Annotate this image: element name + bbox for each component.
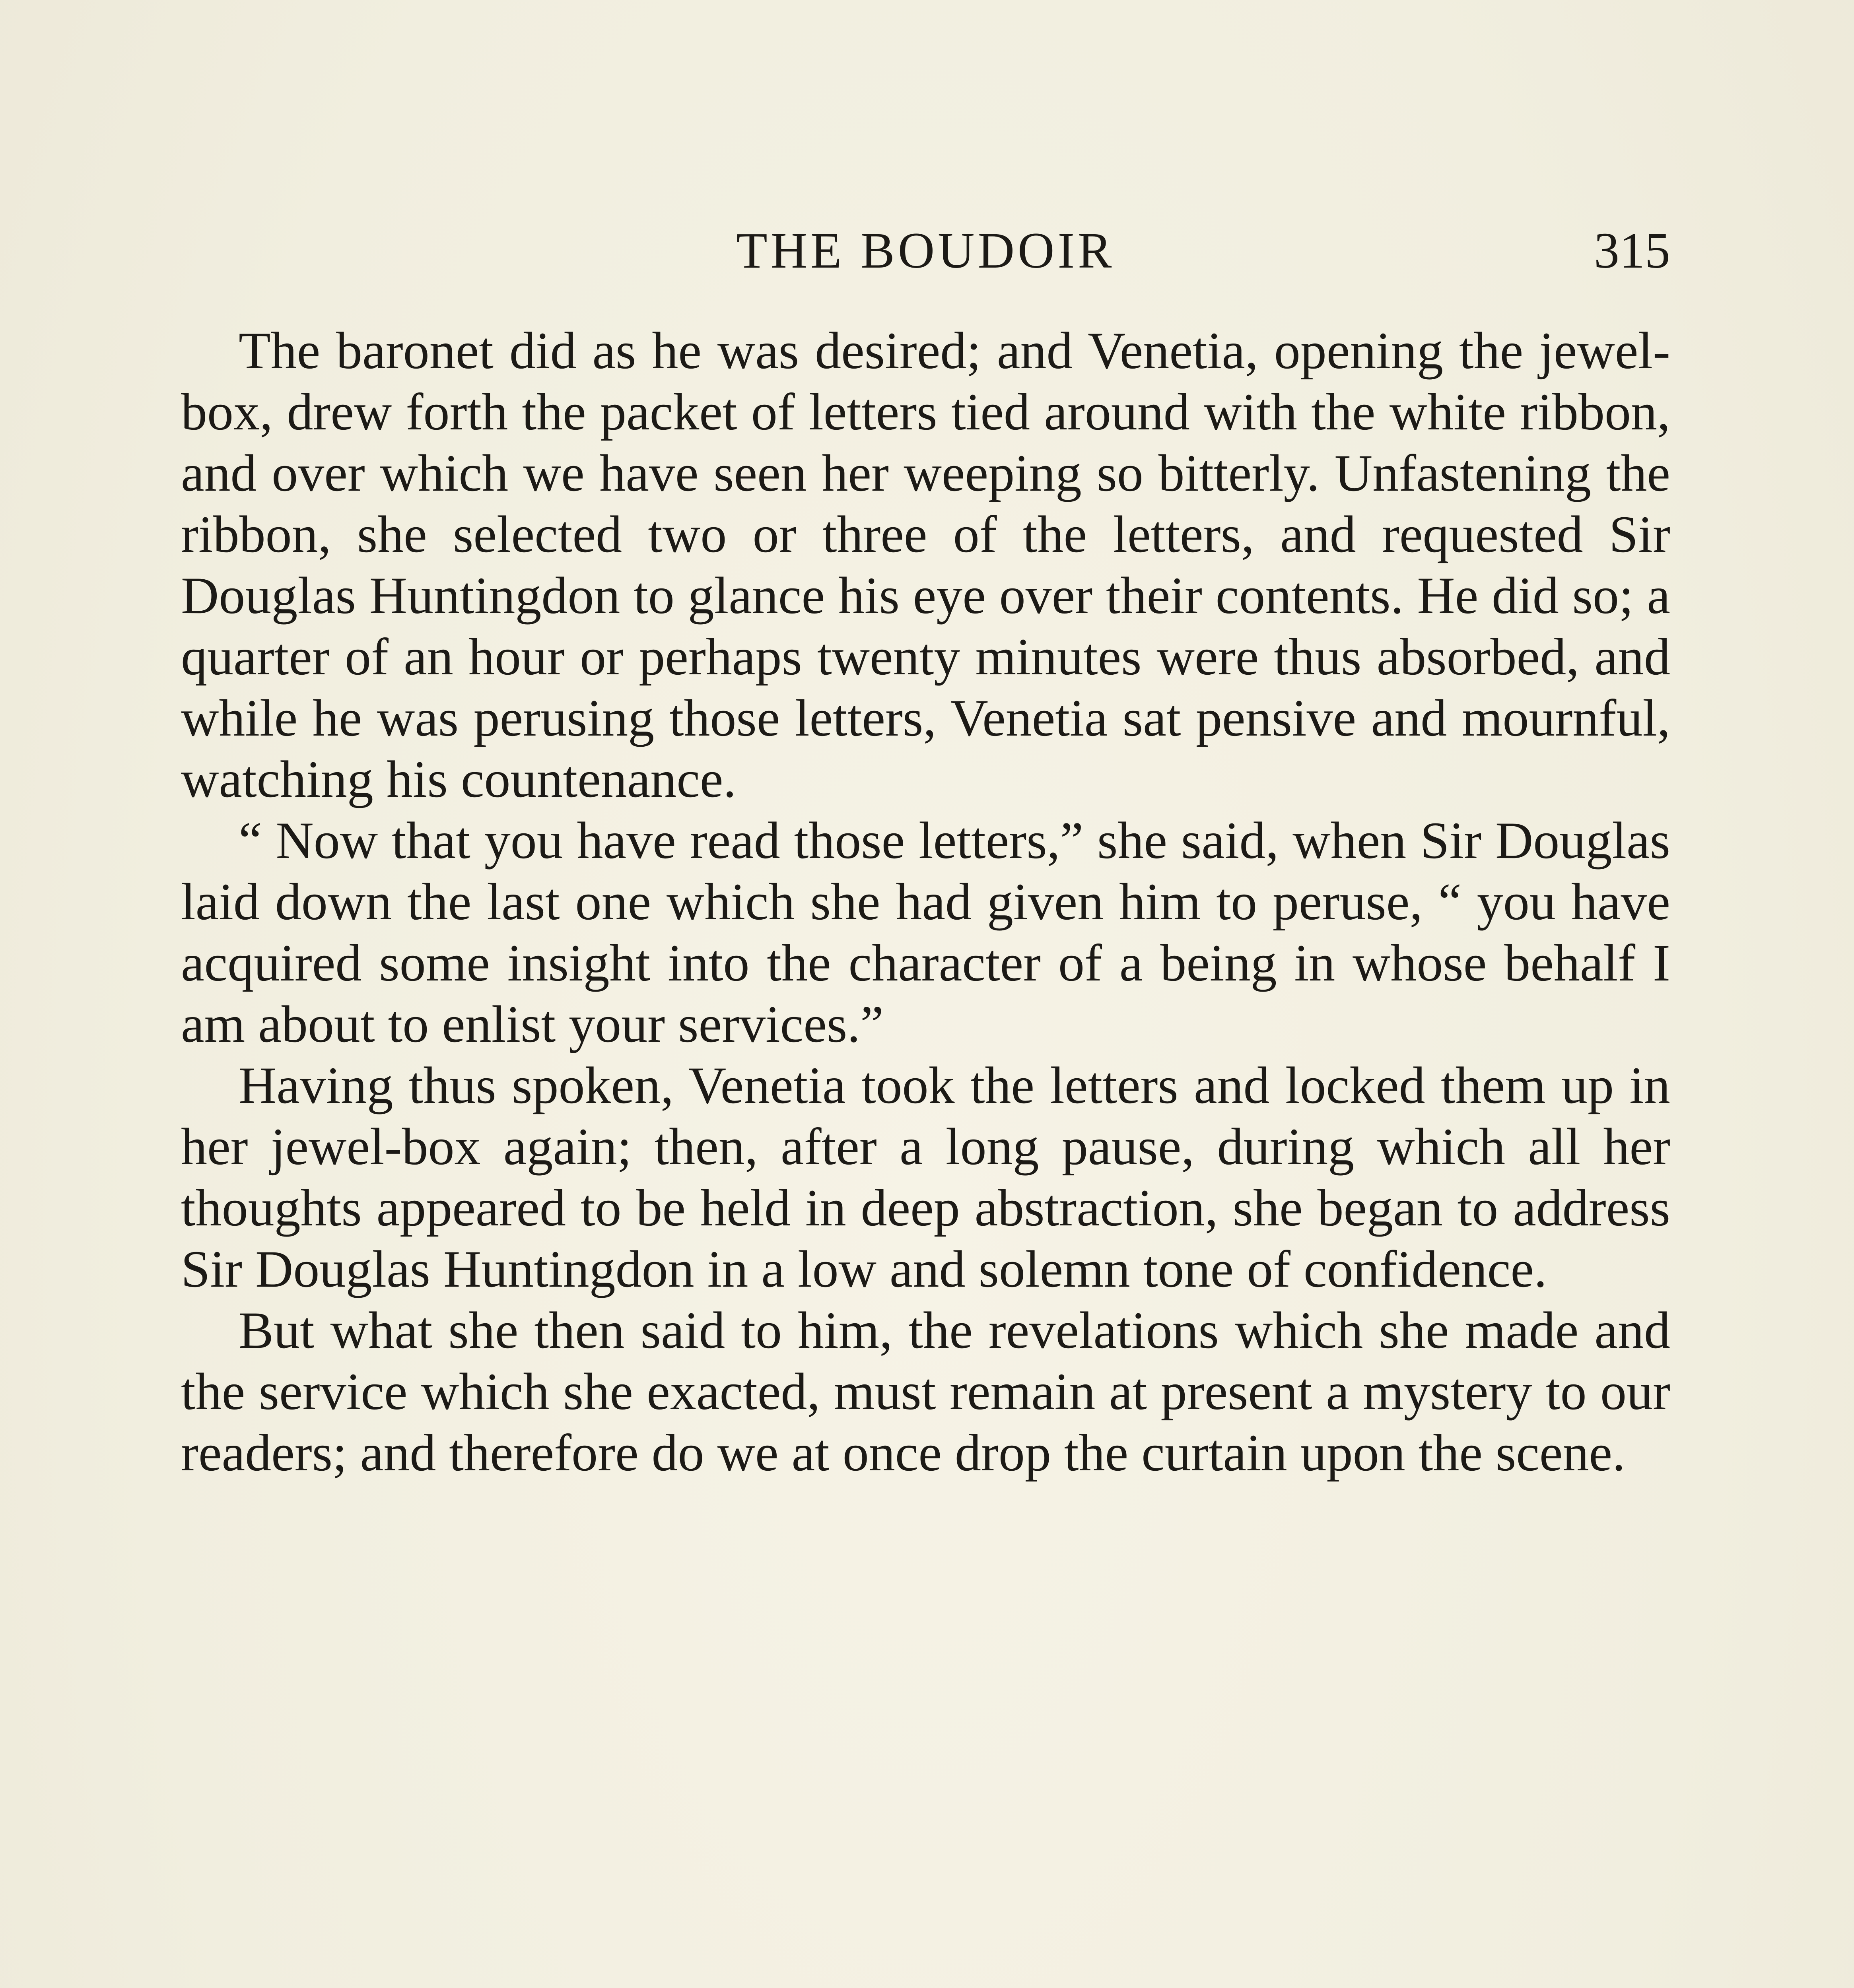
- paragraph-2: “ Now that you have read those letters,” she said, when Sir Douglas laid down the last one which she had given him to peruse, “ you have acquired some insight into the character of a being in whose behalf I am about to enlist your services.”: [181, 811, 1670, 1053]
- paragraph-4: But what she then said to him, the revelations which she made and the service which she exacted, must remain at present a mystery to our readers; and therefore do we at once drop the curtain upon the scene.: [181, 1301, 1670, 1482]
- paragraph-1: The baronet did as he was desired; and Venetia, opening the jewel-box, drew forth the packet of letters tied around with the white ribbon, and over which we have seen her weeping so bitterly. Unfastening the ribbon, she selected two or three of the letters, and requested Sir Douglas Huntingdon to glance his eye over their contents. He did so; a quarter of an hour or perhaps twenty minutes were thus absorbed, and while he was perusing those letters, Venetia sat pensive and mournful, watching his countenance.: [181, 321, 1670, 808]
- body-text: [181, 320, 1670, 1483]
- paragraph-3: Having thus spoken, Venetia took the letters and locked them up in her jewel-box again; then, after a long pause, during which all her thoughts appeared to be held in deep abstraction, she began to address Sir Douglas Huntingdon in a low and solemn tone of confidence.: [181, 1056, 1670, 1298]
- running-title: THE BOUDOIR: [736, 222, 1115, 279]
- page-number: 315: [1594, 222, 1670, 279]
- running-head: [181, 215, 1670, 286]
